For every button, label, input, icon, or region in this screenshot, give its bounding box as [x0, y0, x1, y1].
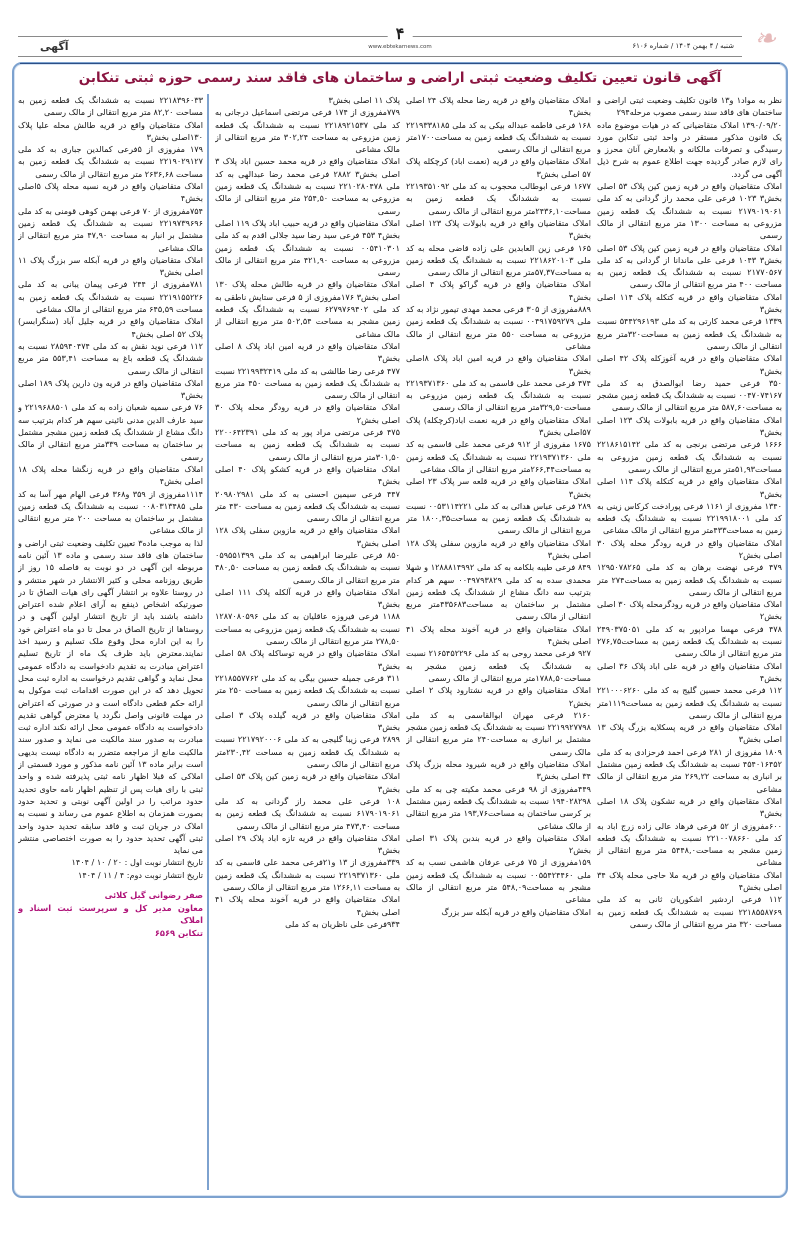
paragraph: ۲۱۶۰ فرعی مهران ابوالقاسمی به کد ملی ۲۲۱۹۹۲۷۷۹۸ نسبت به ششدانگ یک قطعه زمین مشجر مشتمل بر انباری به مساحت۲۴۰ متر مربع انتقالی از مالک رسمی [406, 709, 591, 757]
paragraph: ۷۸۱مفروزی از ۲۴۴ فرعی پیمان یبانی به کد ملی ۲۲۱۹۱۵۵۲۲۶ نسبت به ششدانگ یک قطعه زمین به مساحت ۶۴۵,۵۹ متر مربع انتقالی از مالک مشاعی [18, 279, 203, 315]
paragraph: املاک متقاضیان واقع در قریه طالش محله پلاک ۱۳۰ اصلی بخش۳ ۱۷۶مفروزی از ۵ فرعی ستایش ناطقی به کد ملی ۶۲۷۹۷۶۹۴۰۲ نسبت به ششدانگ یک قطعه زمین مشجر به مساحت ۵۰۲,۵۴ متر مربع انتقالی از مالک مشاعی [215, 279, 400, 339]
paragraph: املاک متقاضیان واقع در قریه رضا محله پلاک ۲۴ اصلی بخش۴ [406, 95, 591, 118]
paragraph: املاک متقاضیان واقع در قریه حبیب اباد پلاک ۱۱۹ اصلی بخش۴ ۴۵۳ فرعی سید رضا سید جلالی اقدم به کد ملی ۰۰۵۴۱۰۳۰۱ نسبت به ششدانگ یک قطعه زمین مزروعی به مساحت ۴۲۱,۹۰ متر مربع انتقالی از مالک رسمی [215, 217, 400, 278]
paragraph: ۷۵۴مفروزی از ۷۰ فرعی بهمن کوهی قومنی به کد ملی ۲۲۱۹۷۳۹۶۹۶ نسبت به ششدانگ یک قطعه زمین مشتمل بر انبار به مساحت ۴۷,۹۰ متر مربع انتقالی از مالک مشاعی [18, 205, 203, 253]
column-2 [406, 94, 591, 1190]
paragraph: ۴۷۵ فرعی مرتضی مراد پور به کد ملی ۲۲۰۰۶۴۲۳۹۱ نسبت به ششدانگ یک قطعه زمین به مساحت ۳۰۱,۵۰متر مربع انتقالی از مالک رسمی [215, 427, 400, 462]
paragraph: ۱۷۹ مفروزی از ۵فرعی کمالدین جباری به کد ملی ۲۲۱۹۰۲۹۱۲۷ نسبت به ششدانگ یک قطعه زمین به مساحت ۲۶۳۶,۶۸ متر مربع انتقالی از مالک رسمی [18, 144, 203, 179]
paragraph: املاک متقاضیان واقع در قریه تشکون پلاک ۱۸ اصلی بخش۳ [597, 795, 782, 819]
paragraph: املاک متقاضیان واقع در قریه آلکله پلاک ۱۱۱ اصلی بخش۳ [215, 586, 400, 610]
paragraph: املاک متقاضیان واقع در قریه کتکله پلاک ۱۱۴ اصلی بخش۳ [597, 476, 782, 499]
paragraph: ۱۵۹مفروزی از ۷۵ فرعی عرفان هاشمی نسب به کد ملی ۰۰۵۵۴۲۴۴۶۰ نسبت به ششدانگ یک قطعه زمین مشجر به مساحت۵۴۸,۰۹ متر مربع انتقالی از مالک مشاعی [406, 857, 591, 905]
paragraph: ۴۴۷ فرعی سیمین احسنی به کد ملی ۲۰۹۸۰۲۹۸۱ نسبت به ششدانگ یک قطعه زمین به مساحت ۴۳۰ متر مربع انتقالی از مالک رسمی [215, 488, 400, 524]
paragraph: ۱۱۱۴مفروزی از ۳۵۹ و۳۶۸ فرعی الهام مهر آسا به کد ملی ۰۰۸۰۳۱۳۴۸۵ نسبت به ششدانگ یک قطعه زمین مشتمل بر ساختمان به مساحت ۲۰۰ متر مربع انتقالی از مالک مشاعی [18, 488, 204, 536]
paragraph: املاک متقاضیان واقع در قریه طالش محله علیا پلاک ۱۳۰اصلی بخش۳ [18, 119, 203, 142]
paragraph: ۱۶۵ فرعی زین العابدین علی زاده قاضی محله به کد ملی ۲۲۱۸۶۲۰۱۰۳ نسبت به ششدانگ یک قطعه زمین به مساحت۵۷,۳۷متر مربع انتقالی از مالک رسمی [406, 242, 591, 278]
paragraph: املاک متقاضیان واقع در قریه بابولات پلاک ۱۲۳ اصلی بخش۳ [597, 414, 782, 438]
ad-columns [18, 94, 782, 1190]
paragraph: املاک متقاضیان واقع در قریه آبکله سر بزرگ پلاک ۱۱ اصلی بخش۳ [18, 254, 203, 278]
paragraph: ۱۱۲ فرعی نوید نقش به کد ملی ۲۸۵۹۴۰۴۷۴ نسبت به ششدانگ یک قطعه باغ به مساحت ۵۵۳,۴۱ متر مربع انتقالی از مالک رسمی [18, 340, 203, 376]
paragraph: املاک متقاضیان واقع در قریه تازه اباد پلاک ۲۹ اصلی بخش۳ [215, 832, 400, 856]
paragraph: ۳۱۱ فرعی جمیله حسین بیگی به کد ملی ۲۲۱۸۵۵۷۷۶۲ نسبت به ششدانگ یک قطعه زمین به مساحت ۲۵۰ متر مربع انتقالی از مالک رسمی [215, 672, 400, 708]
paragraph: املاک متقاضیان واقع در قریه زمین کین پلاک ۵۳ اصلی بخش۳ [215, 771, 400, 794]
paragraph: ۸۸۹مفروزی از ۳۰۵ فرعی محمد مهدی تیمور نژاد به کد ملی ۰۰۴۹۱۷۵۹۲۷۹ نسبت به ششدانگ یک قطعه زمین مزروعی به مساحت ۵۵۰ متر مربع انتقالی از مالک مشاعی [406, 304, 591, 351]
paragraph: املاک متقاضیان واقع در قریه علی اباد پلاک ۳۶ اصلی بخش۴ [597, 660, 782, 683]
paragraph: ۴۴۹مفروزی از ۹۸ فرعی محمد مکیته چی به کد ملی ۱۹۴۰۲۸۲۹۸ نسبت به ششدانگ یک قطعه زمین مشتمل بر کرسی ساختمان به مساحت۱۹۳,۷۶ متر مربع انتقالی از مالک مشاعی [406, 783, 591, 831]
signature-block [18, 889, 203, 939]
ad-title: آگهی قانون تعیین تکلیف وضعیت ثبتی اراضی و ساختمان های فاقد سند رسمی حوزه ثبتی تنکابن [78, 70, 722, 86]
paragraph: ۱۱۲ فرعی محمد حسین گلیج به کد ملی ۲۲۱۰۰۰۶۲۶۰ نسبت به ششدانگ یک قطعه زمین به مساحت۱۱۱۹متر مربع انتقالی از مالک رسمی [597, 685, 782, 720]
page-number: ۴ [388, 24, 413, 43]
paragraph: املاک متقاضیان واقع در قریه نشتارود پلاک ۲ اصلی بخش۲ [406, 685, 591, 708]
paragraph: ۱۳۴۰ مفروزی از ۱۱۶۱ فرعی پورادخت کرکاس زینی به کد ملی ۲۲۱۹۹۱۸۰۰۱ نسبت به ششدانگ یک قطعه زمین به مساحت۴۳۳متر مربع انتقالی از مالک مشاعی [597, 500, 782, 536]
paragraph: ۱۳۳۹ فرعی محمد کارتی به کد ملی ۵۴۴۲۹۶۱۹۳ نسبت به ششدانگ یک قطعه زمین به مساحت۳۲۰متر مربع انتقالی از مالک رسمی [597, 316, 782, 351]
paragraph: ۴۷۷ فرعی رضا طالشی به کد ملی ۲۲۱۹۹۳۲۴۱۹ نسبت به ششدانگ یک قطعه زمین به مساحت ۴۵۰ متر مربع انتقالی از مالک رسمی [215, 365, 400, 401]
column-3 [215, 94, 400, 1190]
office-code: تنکابن ۶۵۶۹ [154, 927, 203, 938]
column-1 [597, 94, 782, 1190]
masthead-rule-top [18, 36, 742, 37]
paragraph: املاک متقاضیان واقع در قریه (نعمت اباد) کرچکله پلاک ۵۷ اصلی بخش۳ [406, 156, 591, 179]
paragraph: ۷۷۹مفروزی از ۱۷۴ فرعی مرتضی اسماعیل درجانی به کد ملی ۲۲۱۸۹۲۱۵۳۷ نسبت به ششدانگ یک قطعه زمین مزروعی به مساحت ۳۰۲,۲۴ متر مربع انتقالی از مالک مشاعی [215, 107, 400, 155]
column-4 [18, 94, 209, 1190]
paragraph: املاک متقاضیان واقع در قریه بابولات پلاک ۱۲۳ اصلی بخش۳ [406, 217, 591, 241]
paragraph: املاک متقاضیان واقع در قریه زنگشا محله پلاک ۱۸ اصلی بخش۴ [18, 463, 203, 487]
paragraph: املاک متقاضیان واقع در قریه زمین کین پلاک ۵۳ اصلی بخش۳ ۱۰۲۳ فرعی علی محمد راز گردانی به کد ملی ۲۱۷۹۰۱۹۰۶۱ نسبت به ششدانگ یک قطعه زمین مزروعی به مساحت ۱۳۰۰ متر مربع انتقالی از مالک رسمی [597, 181, 782, 241]
paragraph: املاک متقاضیان واقع در قریه امین اباد پلاک ۸ اصلی بخش۳ [215, 340, 400, 364]
paragraph: املاک متقاضیان واقع در قریه جلیل آباد (سنگرابسر) پلاک ۵۲ اصلی بخش۴ [18, 316, 203, 339]
paragraph: املاک متقاضیان واقع در قریه رودگرمحله پلاک ۳۰ اصلی بخش۲ [597, 599, 782, 622]
paragraph: املاک متقاضیان واقع در قریه بندبن پلاک ۳۱ اصلی بخش۲ [406, 832, 591, 856]
paragraph: ۲۸۹ فرعی عباس هدائی به کد ملی ۰۰۵۳۱۱۴۲۲۱ نسبت به ششدانگ یک قطعه زمین به مساحت۱۸۰۰,۳۵ متر مربع انتقالی از مالک رسمی [406, 500, 591, 536]
paragraph: ۴۷۴ فرعی محمد علی قاسمی به کد ملی ۲۲۱۹۳۷۱۳۶۰ نسبت به ششدانگ یک قطعه زمین مزروعی به مساحت۳۲۹,۵۰متر مربع انتقالی از مالک رسمی [406, 377, 591, 413]
paragraph: املاک متقاضیان واقع در قریه ون دارین پلاک ۱۸۹ اصلی بخش۳ [18, 377, 203, 401]
paragraph: املاک متقاضیان واقع در قریه زمین کین پلاک ۵۳ اصلی بخش۳ ۱۰۴۳ فرعی علی ماندانا از گردانی به کد ملی ۲۱۷۷۰۵۶۷ نسبت به ششدانگ یک قطعه زمین به مساحت ۴۰۰ متر مربع انتقالی از مالک رسمی [597, 242, 782, 290]
newspaper-logo-icon: ❧ [754, 24, 776, 54]
paragraph: ۸۵۰ فرعی علیرضا ابراهیمی به کد ملی ۰۵۹۵۵۱۳۹۹ نسبت به ششدانگ یک قطعه زمین به مساحت ۴۸۰,۵۰ متر مربع انتقالی از مالک رسمی [215, 549, 400, 585]
paragraph: ۹۳۴فرعی علی ناظریان به کد ملی [285, 918, 400, 929]
paragraph: املاک متقاضیان واقع در قریه رودگر محله پلاک ۳۰ اصلی بخش۲ [597, 537, 782, 560]
paragraph: ۱۰۸ فرعی علی محمد راز گردانی به کد ملی ۶۱۷۹۰۱۹۰۶۱ نسبت به ششدانگ یک قطعه زمین به مساحت ۴۷۳,۴۰ متر مربع انتقالی از مالک رسمی [215, 795, 400, 831]
paragraph: املاک متقاضیان واقع در قریه کتکله پلاک ۱۱۴ اصلی بخش۳ [597, 291, 782, 315]
paragraph: املاک متقاضیان واقع در قریه پسکلایه بزرگ پلاک ۱۳ اصلی بخش۳ [597, 722, 782, 745]
paragraph: املاک متقاضیان واقع در قریه مازوبن سفلی پلاک ۱۲۸ اصلی بخش۳ [406, 537, 591, 560]
paragraph: املاک متقاضیان واقع در قریه محمد حسین اباد پلاک ۳ اصلی بخش۳ ۲۸۸۲ فرعی محمد رضا عبدالهی به کد ملی ۲۲۱۰۲۸۰۴۷۸ نسبت به ششدانگ یک قطعه زمین مزروعی به مساحت ۲۵۴,۵۰ متر مربع انتقالی از مالک رسمی [215, 156, 400, 216]
paragraph: املاک متقاضیان واقع در قریه توساکله پلاک ۵۸ اصلی بخش۳ [215, 648, 400, 671]
paragraph: ۹۲۷ فرعی محمد روحی به کد ملی ۲۱۶۵۴۵۲۲۹۶ نسبت به ششدانگ یک قطعه زمین مشجر به مساحت۱۷۸۸,۵۰متر مربع انتقالی از مالک رسمی [406, 648, 591, 683]
paragraph: ۱۸۰۹ مفروزی از ۲۸۱ فرعی احمد فرحزادی به کد ملی ۴۵۴۰۱۶۴۵۲ نسبت به ششدانگ یک قطعه زمین مشتمل بر انباری به مساحت ۲۶۹,۲۲ متر مربع انتقالی از مالک مشاعی [597, 746, 782, 794]
masthead-rule-bottom [18, 56, 742, 57]
paragraph: املاک متقاضیان واقع در قریه قلعه سر پلاک ۲۳ اصلی بخش۳ [406, 476, 591, 499]
paragraph: املاک متقاضیان واقع در قریه نسیه محله پلاک ۵اصلی بخش۴ [18, 181, 203, 204]
paragraph: املاک متقاضیان واقع در قریه آخوند محله پلاک ۴۱ اصلی بخش۴ [215, 894, 400, 917]
ad-frame [12, 62, 788, 1198]
paragraph: املاک متقاضیان واقع در قریه گیلده پلاک ۳ اصلی بخش۳ [215, 709, 400, 733]
paragraph: لذا به موجب ماده۳ تعیین تکلیف وضعیت ثبتی اراضی و ساختمان های فاقد سند رسمی و ماده ۱۳ آئین نامه مربوطه این آگهی در دو نوبت به فاصله ۱۵ روز از طریق روزنامه محلی و کثیر الانتشار در شهر منتشر و در روستا علاوه بر انتشار آگهی رای هیات الصاق تا در صورتیکه اشخاص ذینفع به آرای اعلام شده اعتراض داشته باشند باید از تاریخ انتشار اولین آگهی و در روستاها از تاریخ الصاق در محل تا دو ماه اعتراض خود را به این اداره محل وقوع ملک تسلیم و رسید اخذ نمایند.معترض باید ظرف یک ماه از تاریخ تسلیم اعتراض مبادرت به تقدیم دادخواست به دادگاه عمومی محل نماید و گواهی تقدیم درخواست به اداره ثبت محل تحویل دهد که در این صورت اقدامات ثبت موکول به ارائه حکم قطعی دادگاه است و در صورتی که اعتراض در مهلت قانونی واصل نگردد یا معترض گواهی تقدیم دادخواست به دادگاه عمومی محل ارائه نکند اداره ثبت مبادرت به صدور سند مالکیت می نماید و صدور سند مالکیت مانع از مراجعه متضرر به دادگاه نیست بدیهی است برابر ماده ۱۳ آئین نامه مذکور و مورد قسمتی از املاکی که قبلا اظهار نامه ثبتی پذیرفته شده و واحد ثبتی با رای هیات پس از تنظیم اظهار نامه حاوی تحدید حدود مراتب را در اولین آگهی نوبتی و تحدید حدود بصورت همزمان به اطلاع عموم می رساند و نسبت به املاک در جریان ثبت و فاقد سابقه تحدید حدود واحد ثبتی آگهی تحدید حدود را به صورت اختصاصی منتشر می نماید [18, 537, 204, 856]
paragraph: ۳۵۰ فرعی حمید رضا ابوالصدق به کد ملی ۰۰۴۷۰۷۴۱۶۷ نسبت به ششدانگ یک قطعه زمین مشجر به مساحت۵۸۷,۶۰ متر مربع انتقالی از مالک رسمی [597, 377, 782, 413]
paragraph: پلاک ۱۱ اصلی بخش۳ [328, 95, 400, 105]
paragraph: املاک متقاضیان واقع در قریه امین اباد پلاک ۸اصلی بخش۳ [406, 353, 591, 376]
signatory-role: معاون مدیر کل و سرپرست ثبت اسناد و املاک [18, 902, 203, 925]
paragraph: ۱۱۸۸ فرعی فیروزه عاقلیان به کد ملی ۱۲۸۷۰۸۰۵۹۶ نسبت به ششدانگ یک قطعه زمین مزروعی به مساحت ۲۷۸,۵۰ متر مربع انتقالی از مالک رسمی [215, 611, 400, 647]
paragraph: املاک متقاضیان واقع در قریه نعمت اباد(کرچکله) پلاک ۵۷اصلی بخش۳ [406, 414, 591, 438]
paragraph: املاک متقاضیان واقع در قریه آبکله سر بزرگ [441, 906, 591, 917]
paragraph: ۷۶ فرعی سمیه شعبان زاده به کد ملی ۲۲۱۹۶۸۸۵۰۱ و سید عارف الدین مدنی نائینی سهم هر کدام بترتیب سه دانگ مشاع از ششدانگ یک قطعه زمین مشجر مشتمل بر ساختمان به مساحت ۳۳۹متر مربع انتقالی از مالک رسمی [18, 402, 204, 462]
paragraph: ۱۱۲ فرعی اردشیر اشکوریان ثانی به کد ملی ۲۲۱۸۵۵۸۷۶۹ نسبت به ششدانگ یک قطعه زمین به مساحت ۳۲۰ متر مربع انتقالی از مالک رسمی [597, 894, 782, 929]
paragraph: ۴۷۸ فرعی مهسا مرادپور به کد ملی ۲۴۹۰۳۷۵۰۵۱ نسبت به ششدانگ یک قطعه زمین به مساحت۲۷۶,۷۵ متر مربع انتقالی از مالک رسمی [597, 623, 782, 659]
paragraph: املاک متقاضیان واقع در قریه آغوزکله پلاک ۴۲ اصلی بخش۳ [597, 353, 782, 376]
paragraph: املاک متقاضیان واقع در قریه گراکو پلاک ۴ اصلی بخش۴ [406, 279, 591, 302]
paragraph: ۱۳۹۰/۰۹/۲۰ املاک متقاضیانی که در هیات موضوع ماده یک قانون مذکور مستقر در واحد ثبتی تنکابن مورد رسیدگی و تصرفات مالکانه و بلامعارض آنان محرز و رای لازم صادر گردیده جهت اطلاع عموم به شرح ذیل آگهی می گردد. [597, 119, 782, 179]
paragraph: املاک متقاضیان واقع در قریه کشکو پلاک ۴۰ اصلی بخش۴ [215, 463, 400, 487]
paragraph: ۲۸۹۹ فرعی زیبا گلیجی به کد ملی ۲۲۱۷۹۲۰۰۰۶ نسبت به ششدانگ یک قطعه زمین به مساحت ۲۳۰,۴۲متر مربع انتقالی از مالک رسمی [215, 734, 400, 770]
paragraph: املاک متقاضیان واقع در قریه شیرود محله بزرگ پلاک ۳۴ اصلی بخش۳ [406, 759, 591, 782]
paragraph: املاک متقاضیان واقع در قریه مازوبن سفلی پلاک ۱۲۸ اصلی بخش۳ [215, 525, 400, 548]
paragraph: ۱۶۷۷ فرعی ابوطالب محجوب به کد ملی ۲۲۱۹۳۵۱۰۹۲ نسبت به ششدانگ یک قطعه زمین به مساحت۲۴۳۶,۱۰متر مربع انتقالی از مالک رسمی [406, 181, 591, 216]
paragraph: ۱۶۸ فرعی فاطمه عبداله بیکی به کد ملی ۲۲۱۹۳۳۸۱۸۵ نسبت به ششدانگ یک قطعه زمین به مساحت۱۷۰۰متر مربع انتقالی از مالک رسمی [406, 119, 591, 155]
paragraph: تاریخ انتشار نوبت دوم: ۴ / ۱۱ / ۱۴۰۴ [77, 869, 203, 880]
signatory-name: صفر رضوانی گیل کلائی [104, 890, 203, 900]
paragraph: تاریخ انتشار نوبت اول : ۲۰ / ۱۰ / ۱۴۰۴ [71, 857, 203, 868]
paragraph: ۸۴۹ فرعی طیبه بلکامه به کد ملی ۱۲۸۸۸۱۴۹۹۲ و شهلا محمدی سده به کد ملی ۰۰۴۹۷۹۳۸۲۹ سهم هر کدام بترتیب سه دانگ مشاع از ششدانگ یک قطعه زمین مشتمل بر ساختمان به مساحت۴۳۵۶۸۳متر مربع انتقالی از مالک رسمی [406, 562, 591, 622]
paragraph: ۴۷۹ فرعی نهضت برهان به کد ملی ۱۲۹۵۰۷۸۲۶۵ نسبت به ششدانگ یک قطعه زمین به مساحت۲۷۴ متر مربع انتقالی از مالک رسمی [597, 562, 782, 597]
paragraph: نظر به مواد۱ و۱۳ قانون تکلیف وضعیت ثبتی اراضی و ساختمان های فاقد سند رسمی مصوب مرحله۲۹۴ [597, 95, 782, 118]
paragraph: املاک متقاضیان واقع در قریه آخوند محله پلاک ۴۱ اصلی بخش۴ [406, 623, 591, 647]
paragraph: ۱۶۶۶ فرعی مرتضی برنجی به کد ملی ۲۲۱۸۶۱۵۱۴۲ نسبت به ششدانگ یک قطعه زمین مزروعی به مساحت۵۱,۹۳متر مربع انتقالی از مالک رسمی [597, 439, 782, 474]
paragraph: ۳۳۹مفروزی از ۱۳ و۲۱فرعی محمد علی قاسمی به کد ملی ۲۲۱۹۳۷۱۳۶۰ نسبت به ششدانگ یک قطعه زمین به مساحت ۱۲۶۶,۱۱ متر مربع انتقالی از مالک رسمی [215, 857, 400, 892]
paragraph: املاک متقاضیان واقع در قریه ملا حاجی محله پلاک ۳۴ اصلی بخش۴ [597, 869, 782, 892]
section-label: آگهی [40, 40, 69, 53]
issue-date: شنبه / ۴ بهمن ۱۴۰۴ / شماره ۶۱۰۶ [632, 42, 734, 50]
paragraph: املاک متقاضیان واقع در قریه رودگر محله پلاک ۳۰ اصلی بخش۲ [215, 402, 400, 425]
paragraph: ۱۶۷۵ مفروزی از ۹۱۲ فرعی محمد علی قاسمی به کد ملی ۲۲۱۹۳۷۱۳۶۰ نسبت به ششدانگ یک قطعه زمین به مساحت۲۶۶,۴۴متر مربع انتقالی از مالک مشاعی [406, 439, 591, 474]
paragraph: ۶۰۰مفروزی از ۵۲ فرعی فرهاد عالی زاده زرج اباد به کد ملی ۲۲۱۰۰۷۸۶۶۰ نسبت به ششدانگ یک قطعه زمین مشجر به مساحت۵۴۴۸,۰ متر مربع انتقالی از مشاعی [597, 820, 782, 868]
paragraph: ۲۲۱۸۳۹۶۰۳۳ نسبت به ششدانگ یک قطعه زمین به مساحت ۸۲,۲۰ متر مربع انتقالی از مالک رسمی [18, 95, 203, 118]
masthead [18, 24, 782, 58]
site-url: www.ebtekarnews.com [368, 44, 432, 50]
